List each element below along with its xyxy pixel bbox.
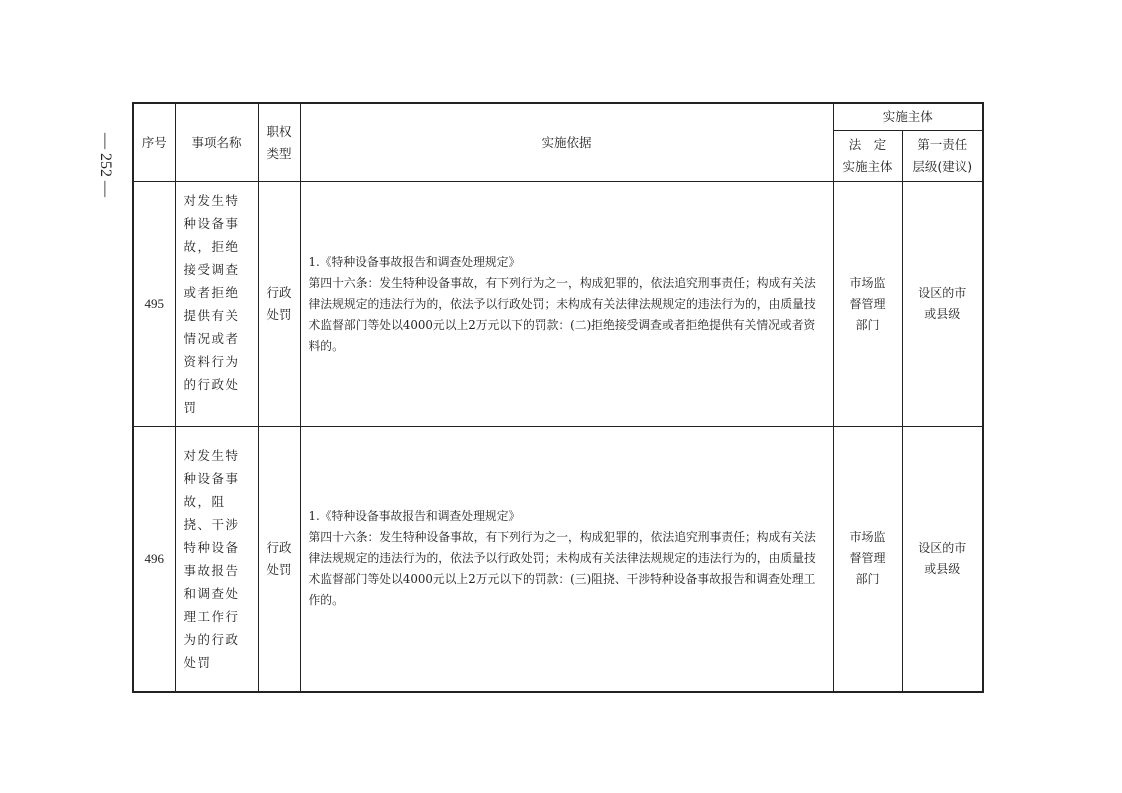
header-type: 职权类型 — [258, 103, 300, 182]
row-basis — [300, 182, 833, 427]
header-legal-entity: 法 定 实施主体 — [833, 131, 902, 182]
row-name: 对发生特种设备事故，阻挠、干涉特种设备事故报告和调查处理工作行为的行政处罚 — [175, 427, 258, 692]
matters-table — [132, 102, 984, 693]
row-seq: 495 — [133, 182, 175, 427]
header-first-level: 第一责任 层级(建议) — [902, 131, 983, 182]
page-number — [80, 120, 130, 210]
basis-body: 第四十六条：发生特种设备事故，有下列行为之一，构成犯罪的，依法追究刑事责任；构成有关法律法规规定的违法行为的，依法予以行政处罚；未构成有关法律法规规定的违法行为的，由质量技术监督部门等处以4000元以上2万元以下的罚款：(二)拒绝接受调查或者拒绝提供有关情况或者资料的。 — [308, 275, 816, 353]
table-row — [133, 427, 983, 692]
basis-title: 1.《特种设备事故报告和调查处理规定》 — [308, 254, 521, 269]
row-first-level: 设区的市或县级 — [902, 182, 983, 427]
basis-body: 第四十六条：发生特种设备事故，有下列行为之一，构成犯罪的，依法追究刑事责任；构成有关法律法规规定的违法行为的，依法予以行政处罚；未构成有关法律法规规定的违法行为的，由质量技术监督部门等处以4000元以上2万元以下的罚款：(三)阻挠、干涉特种设备事故报告和调查处理工作的。 — [308, 530, 816, 608]
table-row — [133, 182, 983, 427]
header-seq: 序号 — [133, 103, 175, 182]
page-number-text: — 252 — — [97, 133, 114, 197]
row-basis — [300, 427, 833, 692]
row-first-level: 设区的市或县级 — [902, 427, 983, 692]
table-body — [133, 182, 983, 692]
row-seq: 496 — [133, 427, 175, 692]
row-legal-entity: 市场监督管理部门 — [833, 427, 902, 692]
header-name: 事项名称 — [175, 103, 258, 182]
table-header — [133, 103, 983, 182]
row-type: 行政处罚 — [258, 427, 300, 692]
row-type: 行政处罚 — [258, 182, 300, 427]
basis-title: 1.《特种设备事故报告和调查处理规定》 — [308, 509, 521, 524]
row-name: 对发生特种设备事故，拒绝接受调查或者拒绝提供有关情况或者资料行为的行政处罚 — [175, 182, 258, 427]
header-entity-group: 实施主体 — [833, 103, 983, 131]
header-basis: 实施依据 — [300, 103, 833, 182]
row-legal-entity: 市场监督管理部门 — [833, 182, 902, 427]
